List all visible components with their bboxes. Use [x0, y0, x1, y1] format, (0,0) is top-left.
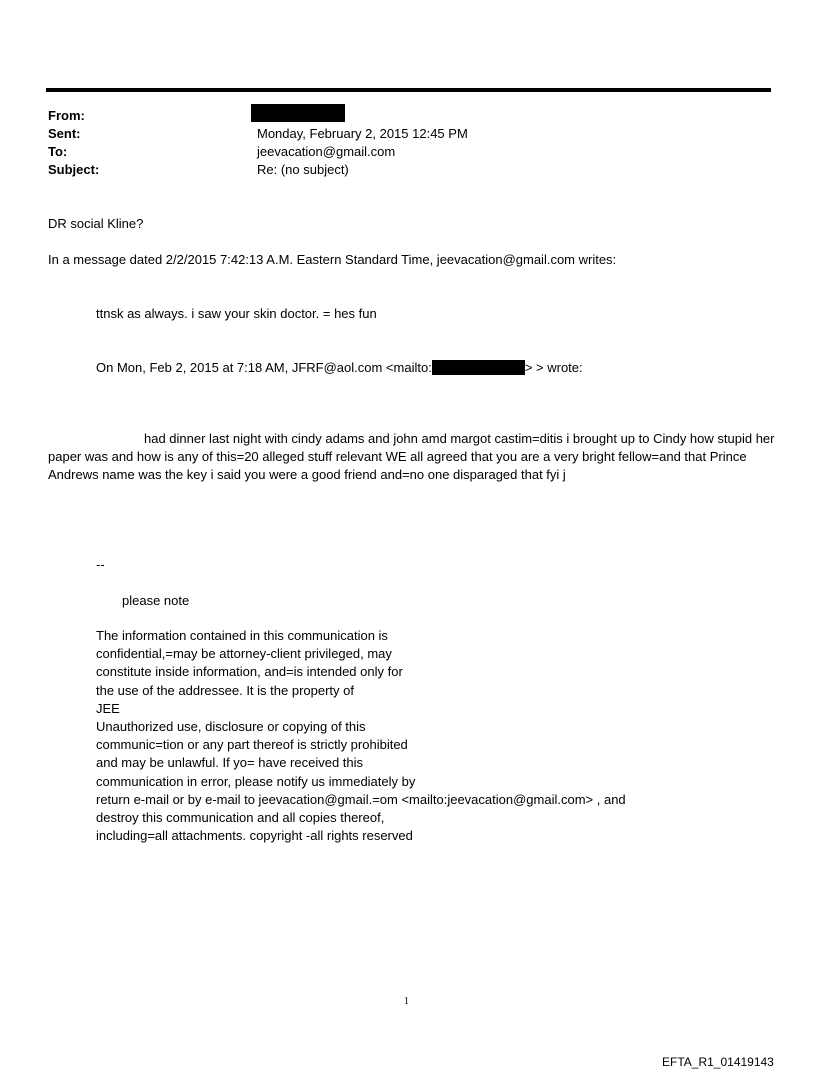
email-redaction: [432, 360, 525, 375]
on-mon-line: [96, 359, 583, 377]
dinner-paragraph: had dinner last night with cindy adams and john amd margot castim=ditis i brought up to Cindy how stupid her paper was and how is any of this=20 alleged stuff relevant WE all agreed that you are a very bright fellow=and that Prince Andrews name was the key i said you were a good friend and=no one disparaged that fyi j: [48, 431, 775, 482]
disclaimer-line: communic=tion or any part thereof is strictly prohibited: [96, 737, 408, 753]
on-mon-prefix: On Mon, Feb 2, 2015 at 7:18 AM, JFRF@aol.com <mailto:: [96, 360, 432, 375]
subject-value: Re: (no subject): [257, 162, 349, 177]
to-label: To:: [48, 144, 68, 159]
disclaimer-line: JEE: [96, 700, 120, 716]
subject-label: Subject:: [48, 162, 100, 177]
sent-label: Sent:: [48, 126, 81, 141]
header-rule: [46, 88, 771, 92]
disclaimer-line: return e-mail or by e-mail to jeevacation@gmail.=om <mailto:jeevacation@gmail.com> , and: [96, 791, 626, 807]
from-label: From:: [48, 108, 85, 123]
disclaimer-line: and may be unlawful. If yo= have received this: [96, 755, 364, 771]
disclaimer-line: the use of the addressee. It is the property of: [96, 682, 354, 698]
document-id: EFTA_R1_01419143: [662, 1055, 774, 1069]
on-mon-suffix: > > wrote:: [524, 360, 583, 375]
please-note: please note: [122, 593, 190, 608]
from-redaction: [251, 104, 345, 122]
disclaimer-line: The information contained in this communication is: [96, 628, 388, 643]
reply-line: ttnsk as always. i saw your skin doctor. = hes fun: [96, 306, 377, 321]
disclaimer-line: destroy this communication and all copies thereof,: [96, 810, 385, 826]
body-line-kline: DR social Kline?: [48, 216, 144, 231]
quote-intro: In a message dated 2/2/2015 7:42:13 A.M. Eastern Standard Time, jeevacation@gmail.com writes:: [48, 252, 617, 267]
disclaimer-line: including=all attachments. copyright -all rights reserved: [96, 828, 413, 844]
signature-dashes: --: [96, 557, 105, 572]
sent-value: Monday, February 2, 2015 12:45 PM: [257, 126, 468, 141]
disclaimer-line: communication in error, please notify us immediately by: [96, 773, 416, 789]
page-number: 1: [404, 996, 409, 1007]
disclaimer-block: [96, 627, 626, 845]
to-value: jeevacation@gmail.com: [257, 144, 396, 159]
disclaimer-line: confidential,=may be attorney-client privileged, may: [96, 646, 392, 662]
disclaimer-line: constitute inside information, and=is intended only for: [96, 664, 403, 680]
disclaimer-line: Unauthorized use, disclosure or copying of this: [96, 719, 366, 735]
